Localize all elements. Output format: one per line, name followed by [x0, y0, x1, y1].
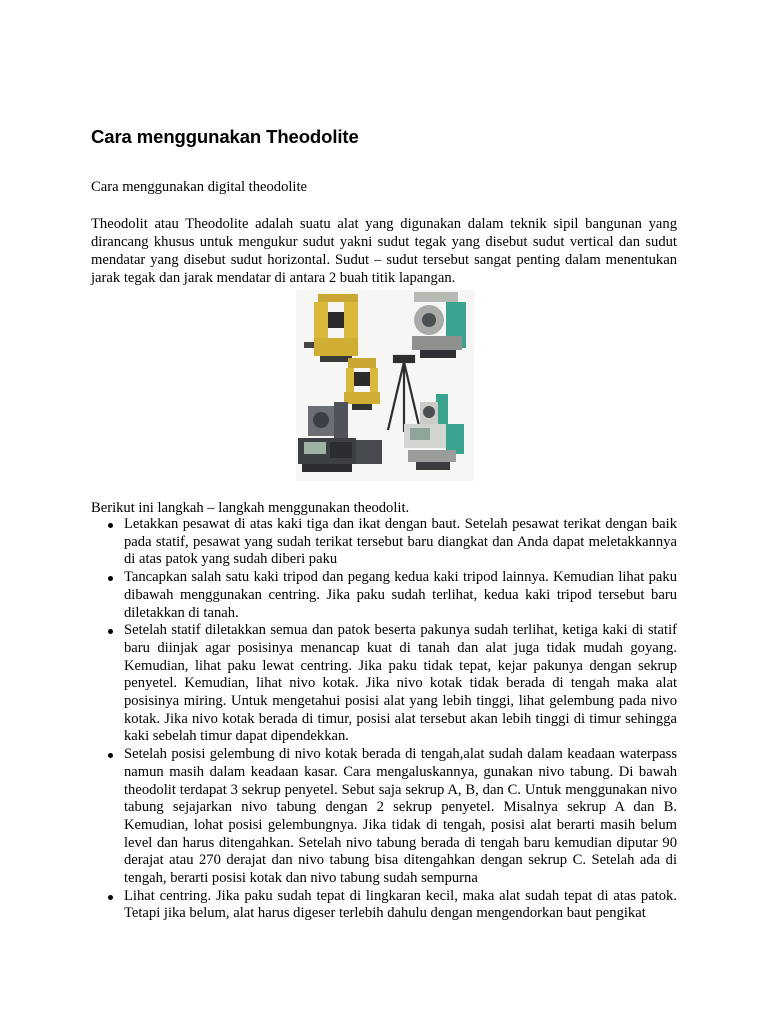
subtitle: Cara menggunakan digital theodolite [91, 179, 308, 195]
theodolite-collage-image [296, 290, 474, 481]
list-item [91, 569, 677, 622]
list-item [91, 888, 677, 923]
step-text: Tancapkan salah satu kaki tripod dan pegang kedua kaki tripod lainnya. Kemudian lihat paku dibawah menggunakan centring. Jika paku sudah terlihat, kedua kaki tripod tersebut baru diletakkan di tanah. [124, 569, 677, 621]
step-text: Letakkan pesawat di atas kaki tiga dan ikat dengan baut. Setelah pesawat terikat dengan baik pada statif, pesawat yang sudah terikat tersebut baru diangkat dan Anda dapat meletakkannya di atas patok yang sudah diberi paku [124, 516, 677, 568]
bullet-icon [108, 629, 113, 634]
steps-intro: Berikut ini langkah – langkah menggunakan theodolit. [91, 500, 410, 516]
step-text: Lihat centring. Jika paku sudah tepat di lingkaran kecil, maka alat sudah tepat di atas patok. Tetapi jika belum, alat harus digeser terlebih dahulu dengan mengendorkan baut pengikat [124, 887, 677, 922]
intro-paragraph: Theodolit atau Theodolite adalah suatu alat yang digunakan dalam teknik sipil bangunan yang dirancang khusus untuk mengukur sudut yakni sudut tegak yang disebut sudut vertical dan sudut mendatar yang disebut sudut horizontal. Sudut – sudut tersebut sangat penting dalam menentukan jarak tegak dan jarak mendatar di antara 2 buah titik lapangan. [91, 216, 677, 286]
bullet-icon [108, 523, 113, 528]
list-item [91, 516, 677, 569]
center-theodolite [344, 358, 380, 410]
bullet-icon [108, 895, 113, 900]
list-item [91, 622, 677, 746]
grey-theodolite [412, 292, 466, 358]
page-title: Cara menggunakan Theodolite [91, 126, 359, 147]
step-text: Setelah statif diletakkan semua dan patok beserta pakunya sudah terlihat, ketiga kaki di statif baru diinjak agar posisinya menancap kuat di tanah dan alat juga tidak mudah goyang. Kemudian, lihat paku lewat centring. Jika paku tidak tepat, kejar pakunya dengan sekrup penyetel. Kemudian, lihat nivo kotak. Jika nivo kotak tidak berada di tengah maka alat posisinya miring. Untuk mengetahui posisi alat yang lebih tinggi, lihat gelembung pada nivo kotak. Jika nivo kotak berada di timur, posisi alat tersebut akan lebih tinggi di timur sehingga kaki sebelah timur dapat dipendekkan. [124, 622, 677, 745]
steps-list [91, 516, 677, 923]
step-text: Setelah posisi gelembung di nivo kotak berada di tengah,alat sudah dalam keadaan waterpass namun masih dalam keadaan kasar. Cara mengaluskannya, gunakan nivo tabung. Di bawah theodolit terdapat 3 sekrup penyetel. Sebut saja sekrup A, B, dan C. Untuk menggunakan nivo tabung sejajarkan nivo tabung dengan 2 sekrup penyetel. Misalnya sekrup A dan B. Kemudian, lohat posisi gelembungnya. Jika tidak di tengah, posisi alat berarti masih belum level dan harus ditengahkan. Setelah nivo tabung berada di tengah baru kemudian diputar 90 derajat atau 270 derajat dan nivo tabung bisa ditengahkan dengan sekrup C. Setelah ada di tengah, berarti posisi kotak dan nivo tabung sudah sempurna [124, 746, 677, 887]
list-item [91, 746, 677, 888]
bullet-icon [108, 753, 113, 758]
bullet-icon [108, 576, 113, 581]
